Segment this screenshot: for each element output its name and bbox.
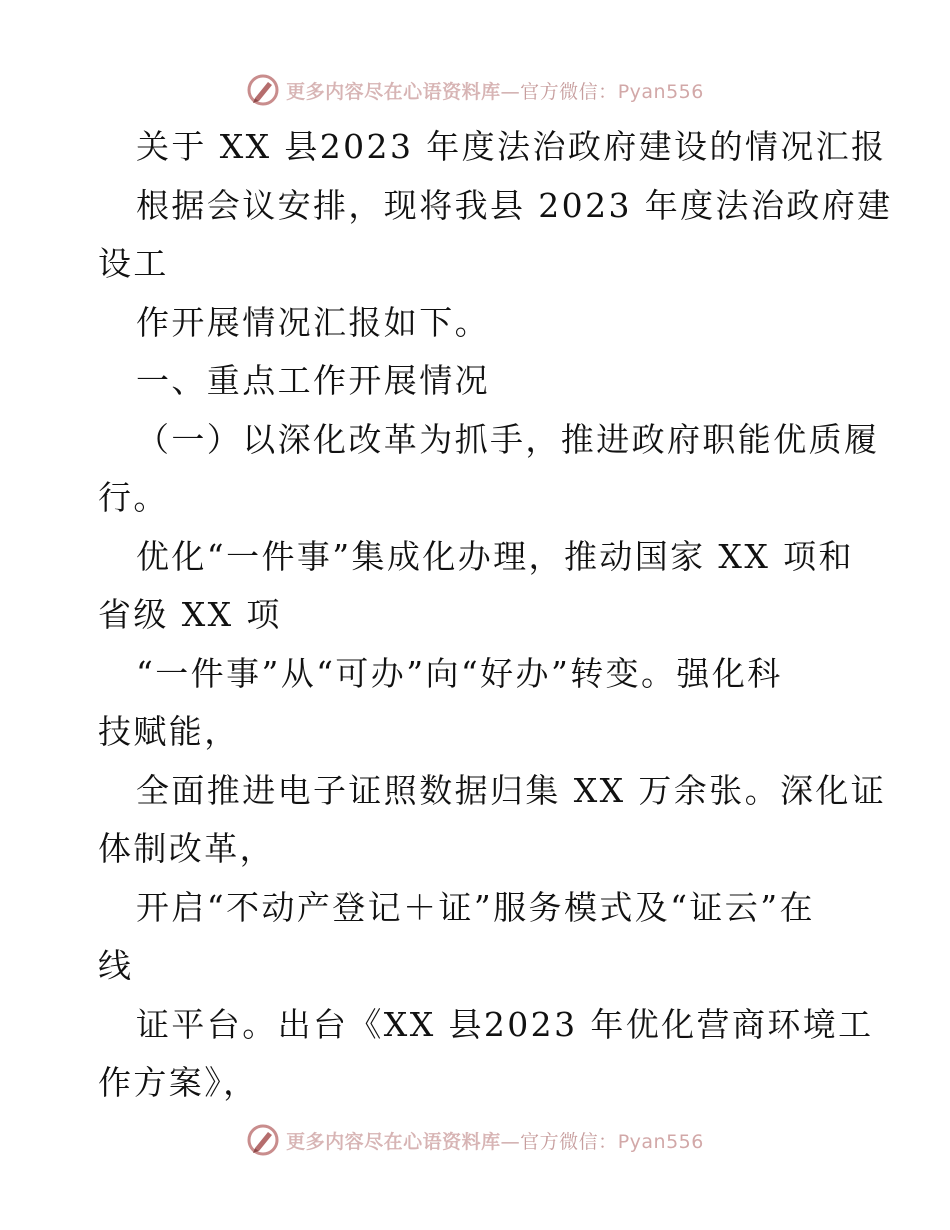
text-line: 根据会议安排，现将我县 2023 年度法治政府建	[136, 185, 893, 225]
text-line: （一）以深化改革为抓手，推进政府职能优质履	[136, 419, 880, 459]
text-line: 一、重点工作开展情况	[136, 361, 490, 400]
text-line: 技赋能，	[98, 712, 240, 751]
document-body	[98, 118, 893, 1113]
watermark-banner-top	[0, 70, 950, 110]
text-line: 开启“不动产登记＋证”服务模式及“证云”在	[136, 887, 815, 927]
watermark-text: 更多内容尽在心语资料库—官方微信：Pyan556	[286, 1130, 704, 1153]
text-line: 优化“一件事”集成化办理，推动国家 XX 项和	[136, 536, 854, 576]
text-line: 作方案》，	[98, 1063, 259, 1102]
text-line: 证平台。出台《XX 县2023 年优化营商环境工	[136, 1004, 874, 1044]
text-line: 体制改革，	[98, 829, 275, 868]
text-line: 行。	[98, 478, 169, 517]
pen-logo-icon	[246, 73, 280, 107]
text-line: 设工	[98, 244, 169, 283]
text-line: 作开展情况汇报如下。	[136, 302, 490, 342]
text-line: 全面推进电子证照数据归集 XX 万余张。深化证	[136, 770, 887, 810]
watermark-text: 更多内容尽在心语资料库—官方微信：Pyan556	[286, 80, 704, 103]
text-line: 省级 XX 项	[98, 595, 282, 634]
text-line: “一件事”从“可办”向“好办”转变。强化科	[136, 653, 783, 693]
text-line: 关于 XX 县2023 年度法治政府建设的情况汇报	[136, 127, 887, 166]
text-line: 线	[98, 946, 134, 985]
pen-logo-icon	[246, 1123, 280, 1157]
watermark-banner-bottom	[0, 1120, 950, 1160]
